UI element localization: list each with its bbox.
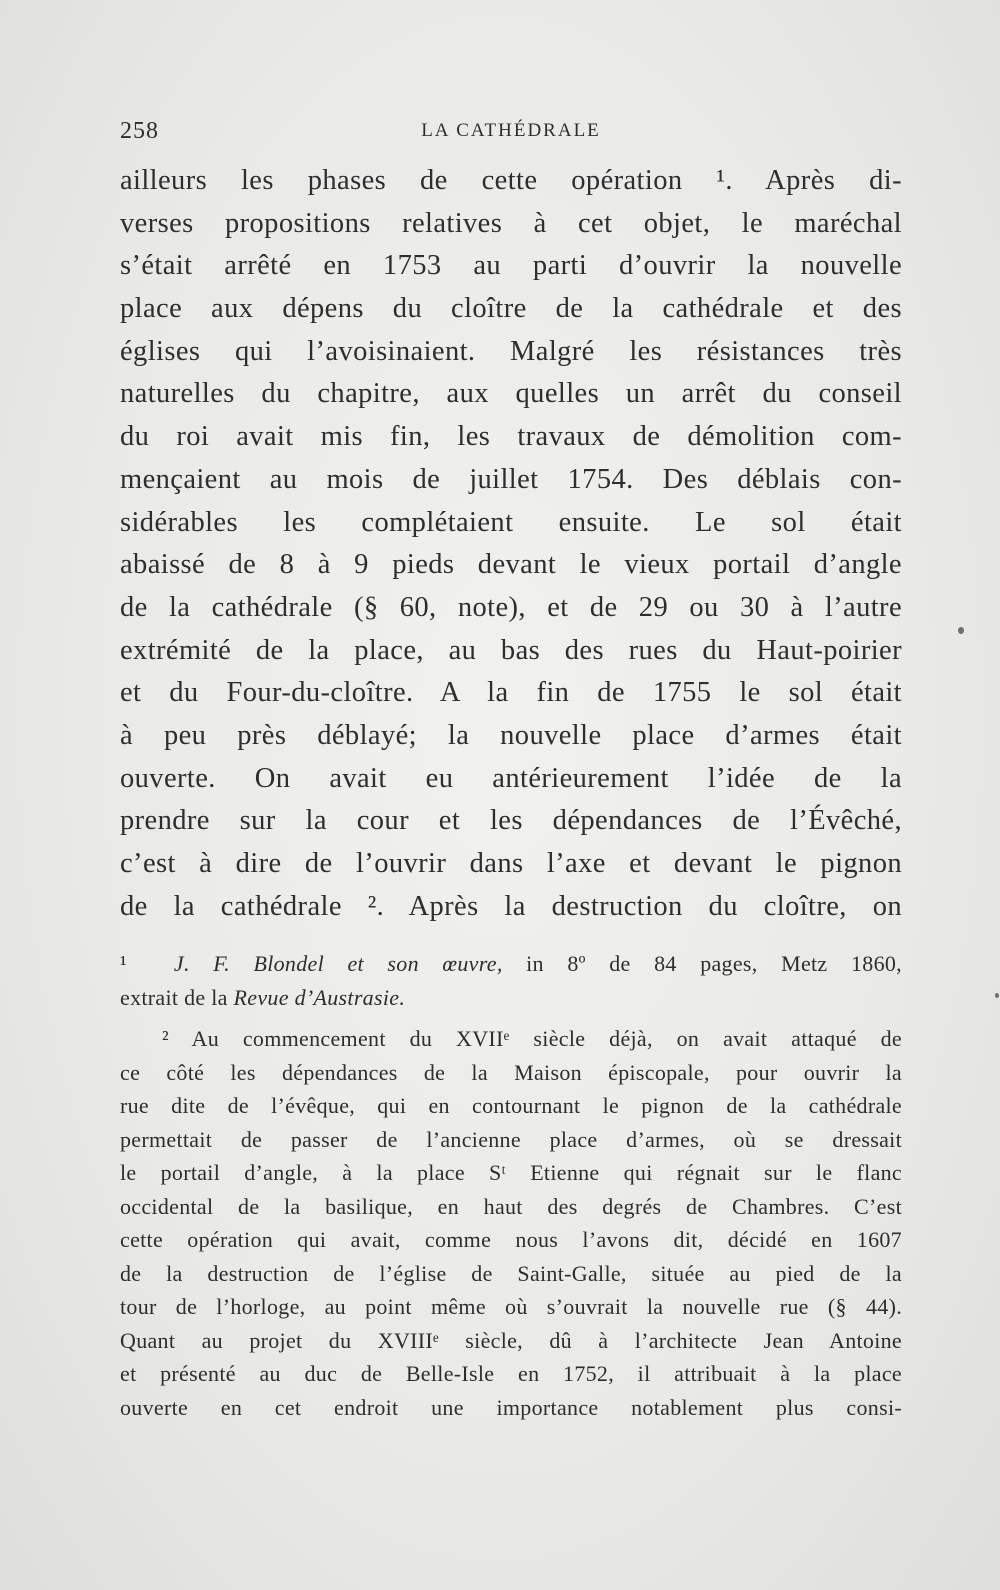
text-line: place aux dépens du cloître de la cathédrale et des bbox=[120, 293, 902, 325]
footnotes bbox=[120, 947, 902, 1424]
footnote-line: tour de l’horloge, au point même où s’ouvrait la nouvelle rue (§ 44). bbox=[120, 1294, 902, 1319]
page-header bbox=[120, 118, 902, 148]
footnote-line: occidental de la basilique, en haut des degrés de Chambres. C’est bbox=[120, 1193, 902, 1219]
text-line: sidérables les complétaient ensuite. Le sol était bbox=[120, 506, 902, 538]
text-line: extrémité de la place, au bas des rues du Haut-poirier bbox=[120, 634, 902, 666]
text-line: du roi avait mis fin, les travaux de démolition com- bbox=[120, 421, 902, 453]
text-line: de la cathédrale (§ 60, note), et de 29 ou 30 à l’autre bbox=[120, 591, 902, 623]
footnote-line2-prefix: extrait de la bbox=[120, 984, 228, 1010]
text-line: à peu près déblayé; la nouvelle place d’armes était bbox=[120, 719, 902, 751]
text-line: de la cathédrale ². Après la destruction du cloître, on bbox=[120, 890, 902, 922]
paper-speck bbox=[995, 993, 999, 998]
footnote-line: Quant au projet du XVIIIᵉ siècle, dû à l’architecte Jean Antoine bbox=[120, 1327, 902, 1353]
footnote-1 bbox=[120, 947, 902, 1014]
footnote-line: le portail d’angle, à la place Sᵗ Etienne qui régnait sur le flanc bbox=[120, 1160, 902, 1185]
footnote-line: de la destruction de l’église de Saint-Galle, située au pied de la bbox=[120, 1260, 902, 1286]
footnote-line: cette opération qui avait, comme nous l’avons dit, décidé en 1607 bbox=[120, 1227, 902, 1252]
footnote-details: in 8º de 84 pages, Metz 1860, bbox=[526, 951, 902, 976]
footnote-journal: Revue d’Austrasie. bbox=[233, 984, 406, 1010]
footnote-line: ² Au commencement du XVIIᵉ siècle déjà, on avait attaqué de bbox=[162, 1026, 902, 1051]
footnote-line bbox=[120, 947, 902, 981]
footnote-work-title: Blondel et son œuvre, bbox=[253, 951, 503, 976]
text-line: prendre sur la cour et les dépendances de l’Évêché, bbox=[120, 805, 902, 837]
page-number: 258 bbox=[120, 118, 159, 144]
text-line: mençaient au mois de juillet 1754. Des déblais con- bbox=[120, 463, 902, 495]
footnote-marker: ¹ bbox=[120, 951, 127, 976]
footnote-line: ce côté les dépendances de la Maison épiscopale, pour ouvrir la bbox=[120, 1059, 902, 1085]
text-line: naturelles du chapitre, aux quelles un arrêt du conseil bbox=[120, 378, 902, 410]
footnote-2 bbox=[120, 1022, 902, 1424]
footnote-line: et présenté au duc de Belle-Isle en 1752, il attribuait à la place bbox=[120, 1361, 902, 1386]
footnote-line: permettait de passer de l’ancienne place d’armes, où se dressait bbox=[120, 1126, 902, 1152]
main-text bbox=[120, 160, 902, 928]
paper-speck bbox=[958, 627, 964, 634]
text-line: ouverte. On avait eu antérieurement l’idée de la bbox=[120, 762, 902, 794]
text-line: c’est à dire de l’ouvrir dans l’axe et devant le pignon bbox=[120, 848, 902, 879]
text-line: verses propositions relatives à cet objet, le maréchal bbox=[120, 207, 902, 239]
text-line: et du Four-du-cloître. A la fin de 1755 le sol était bbox=[120, 677, 902, 709]
text-line: s’était arrêté en 1753 au parti d’ouvrir la nouvelle bbox=[120, 250, 902, 282]
running-title: LA CATHÉDRALE bbox=[421, 120, 601, 141]
text-line: églises qui l’avoisinaient. Malgré les résistances très bbox=[120, 335, 902, 367]
text-line: abaissé de 8 à 9 pieds devant le vieux portail d’angle bbox=[120, 549, 902, 581]
text-line: ailleurs les phases de cette opération ¹. Après di- bbox=[120, 165, 902, 196]
footnote-line bbox=[120, 981, 902, 1015]
footnote-author: J. F. bbox=[173, 951, 230, 976]
footnote-line: ouverte en cet endroit une importance notablement plus consi- bbox=[120, 1394, 902, 1420]
footnote-line: rue dite de l’évêque, qui en contournant le pignon de la cathédrale bbox=[120, 1093, 902, 1118]
